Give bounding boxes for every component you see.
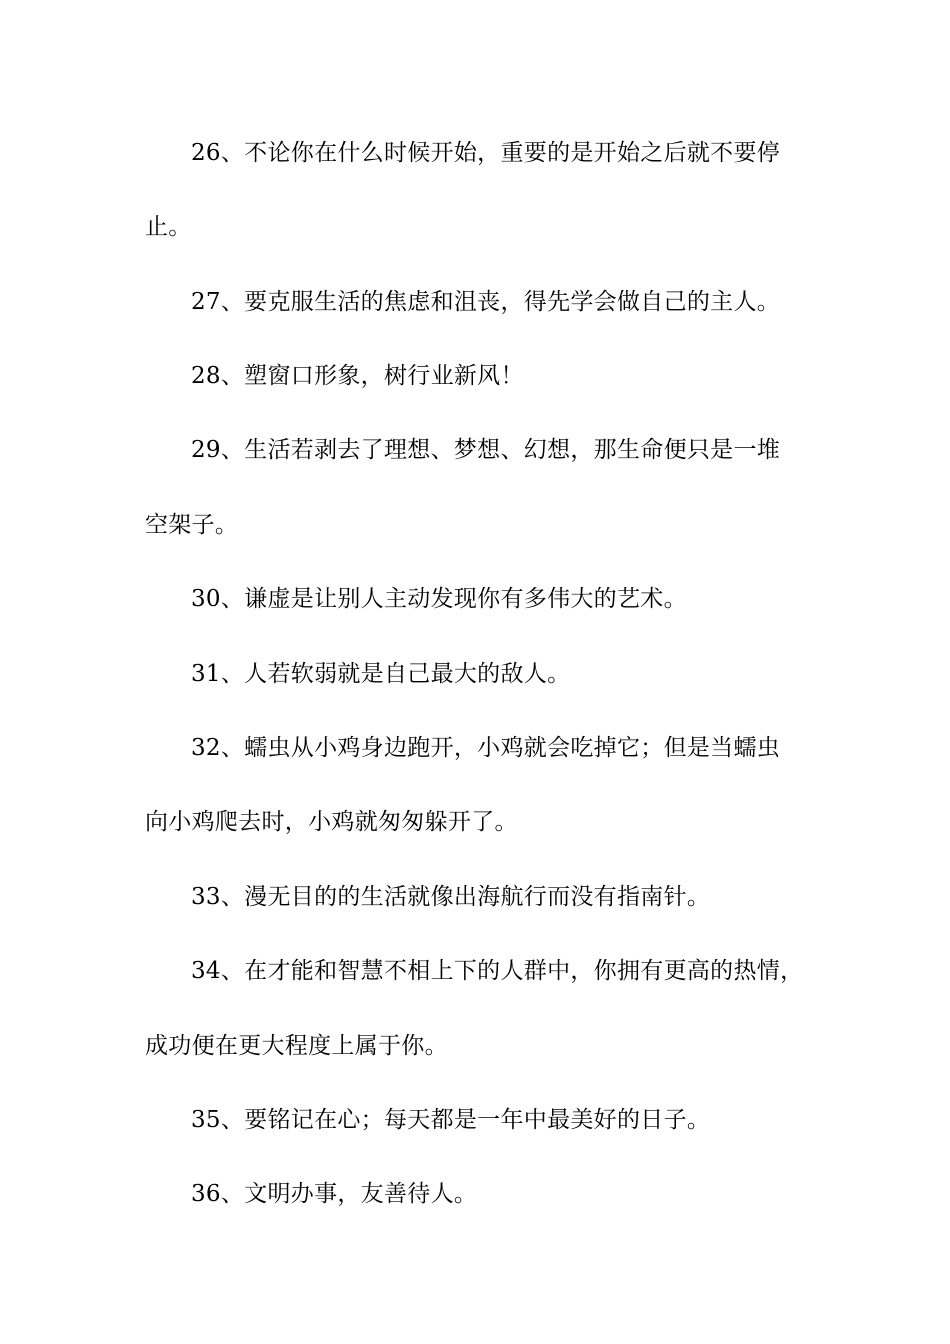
quote-26-line-1: 26、不论你在什么时候开始，重要的是开始之后就不要停 xyxy=(191,140,781,166)
quote-34-line-1: 34、在才能和智慧不相上下的人群中，你拥有更高的热情， xyxy=(191,958,804,984)
quote-32-line-2: 向小鸡爬去时，小鸡就匆匆躲开了。 xyxy=(145,809,518,835)
quote-35: 35、要铭记在心；每天都是一年中最美好的日子。 xyxy=(191,1107,711,1133)
quote-34-line-2: 成功便在更大程度上属于你。 xyxy=(145,1033,448,1059)
quote-31: 31、人若软弱就是自己最大的敌人。 xyxy=(191,661,571,687)
quote-26-line-2: 止。 xyxy=(145,214,192,240)
quote-27: 27、要克服生活的焦虑和沮丧，得先学会做自己的主人。 xyxy=(191,289,781,315)
quote-29-line-2: 空架子。 xyxy=(145,512,239,538)
quote-36: 36、文明办事，友善待人。 xyxy=(191,1181,478,1207)
quote-29-line-1: 29、生活若剥去了理想、梦想、幻想，那生命便只是一堆 xyxy=(191,437,781,463)
quote-28: 28、塑窗口形象，树行业新风！ xyxy=(191,363,524,389)
quote-32-line-1: 32、蠕虫从小鸡身边跑开，小鸡就会吃掉它；但是当蠕虫 xyxy=(191,735,781,761)
quote-33: 33、漫无目的的生活就像出海航行而没有指南针。 xyxy=(191,884,711,910)
quote-30: 30、谦虚是让别人主动发现你有多伟大的艺术。 xyxy=(191,586,687,612)
